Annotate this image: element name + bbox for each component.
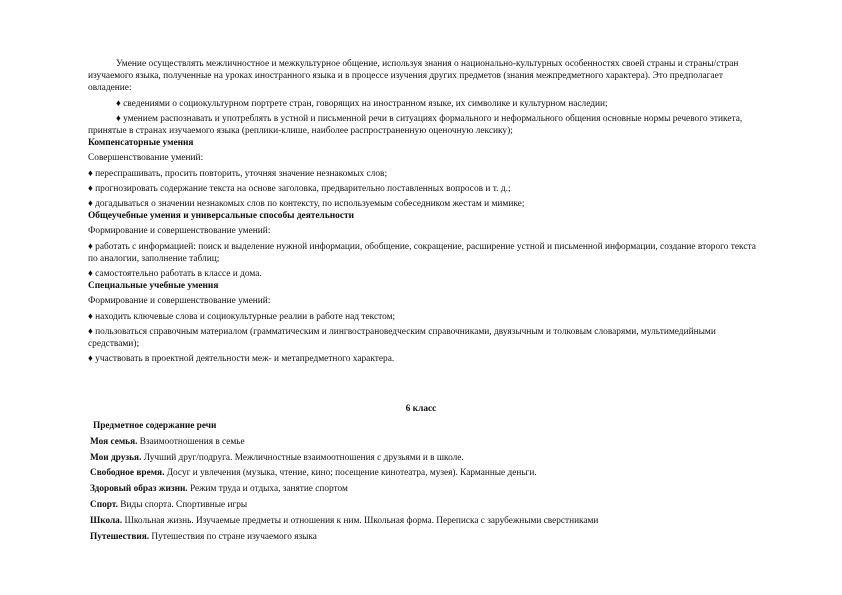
list-item: ♦ участвовать в проектной деятельности меж- и метапредметного характера. <box>88 354 395 365</box>
intro-paragraph: Умение осуществлять межличностное и межкультурное общение, используя знания о национально-культурных особенностях своей страны и страны/стран изучаемого языка, полученные на уроках иностранного языка и в процессе изучения других предметов (знания межпредметного характера). Это предполагает овладение: <box>88 59 739 94</box>
topic-text: Путешествия по стране изучаемого языка <box>149 531 317 542</box>
list-item: ♦ догадываться о значении незнакомых слов по контексту, по используемым собеседником жестам и мимике; <box>88 199 525 210</box>
topic-item <box>90 515 780 527</box>
topic-head: Мои друзья. <box>90 452 142 463</box>
topic-text: Виды спорта. Спортивные игры <box>117 499 248 510</box>
topic-item <box>90 452 780 464</box>
topic-text: Лучший друг/подруга. Межличностные взаимоотношения с друзьями и в школе. <box>141 452 464 463</box>
topic-item <box>90 531 780 543</box>
general-skills-heading: Общеучебные умения и универсальные способы деятельности <box>88 211 355 222</box>
topic-item <box>90 436 780 448</box>
list-item: ♦ самостоятельно работать в классе и дома. <box>88 269 262 280</box>
general-skills-subheading: Формирование и совершенствование умений: <box>88 226 271 237</box>
list-item: ♦ переспрашивать, просить повторить, уточняя значение незнакомых слов; <box>88 168 388 179</box>
topic-text: Взаимоотношения в семье <box>137 436 245 447</box>
topic-item <box>90 499 780 511</box>
list-item: ♦ прогнозировать содержание текста на основе заголовка, предварительно поставленных вопросов и т. д.; <box>88 183 511 194</box>
topic-text: Школьная жизнь. Изучаемые предметы и отношения к ним. Школьная форма. Переписка с зарубежными сверстниками <box>122 515 599 526</box>
list-item: ♦ сведениями о социокультурном портрете стран, говорящих на иностранном языке, их символике и культурном наследии; <box>116 98 608 109</box>
topic-head: Школа. <box>90 515 123 526</box>
grade-title: 6 класс <box>405 404 437 414</box>
document-page-top <box>88 58 756 365</box>
subject-content-title: Предметное содержание речи <box>93 421 217 431</box>
compensatory-subheading: Совершенствование умений: <box>88 153 204 164</box>
subject-content-section <box>90 420 780 546</box>
list-item: ♦ работать с информацией: поиск и выделение нужной информации, обобщение, сокращение, расширение устной и письменной информации, создание второго текста по аналогии, заполнение таблиц; <box>88 241 756 264</box>
compensatory-heading: Компенсаторные умения <box>88 138 194 149</box>
topic-head: Спорт. <box>90 499 118 510</box>
topic-head: Здоровый образ жизни. <box>90 484 188 495</box>
list-item: ♦ пользоваться справочным материалом (грамматическим и лингвострановедческим справочниками, двуязычным и толковым словарями, мультимедийными средствами); <box>88 326 716 350</box>
topic-item <box>90 467 780 479</box>
list-item: ♦ находить ключевые слова и социокультурные реалии в работе над текстом; <box>88 311 396 322</box>
special-skills-subheading: Формирование и совершенствование умений: <box>88 296 271 307</box>
list-item: ♦ умением распознавать и употреблять в устной и письменной речи в ситуациях формального и неформального общения основные нормы речевого этикета, принятые в странах изучаемого языка (реплики-клише, наиболее распространенную оценочную лексику); <box>88 113 743 137</box>
topic-head: Свободное время. <box>90 468 165 479</box>
special-skills-heading: Специальные учебные умения <box>88 281 219 292</box>
topic-text: Досуг и увлечения (музыка, чтение, кино; посещение кинотеатра, музея). Карманные деньги. <box>164 468 537 479</box>
topic-item <box>90 483 780 495</box>
topic-head: Путешествия. <box>90 531 150 542</box>
topic-head: Моя семья. <box>90 436 138 447</box>
topic-text: Режим труда и отдыха, занятие спортом <box>187 484 348 495</box>
